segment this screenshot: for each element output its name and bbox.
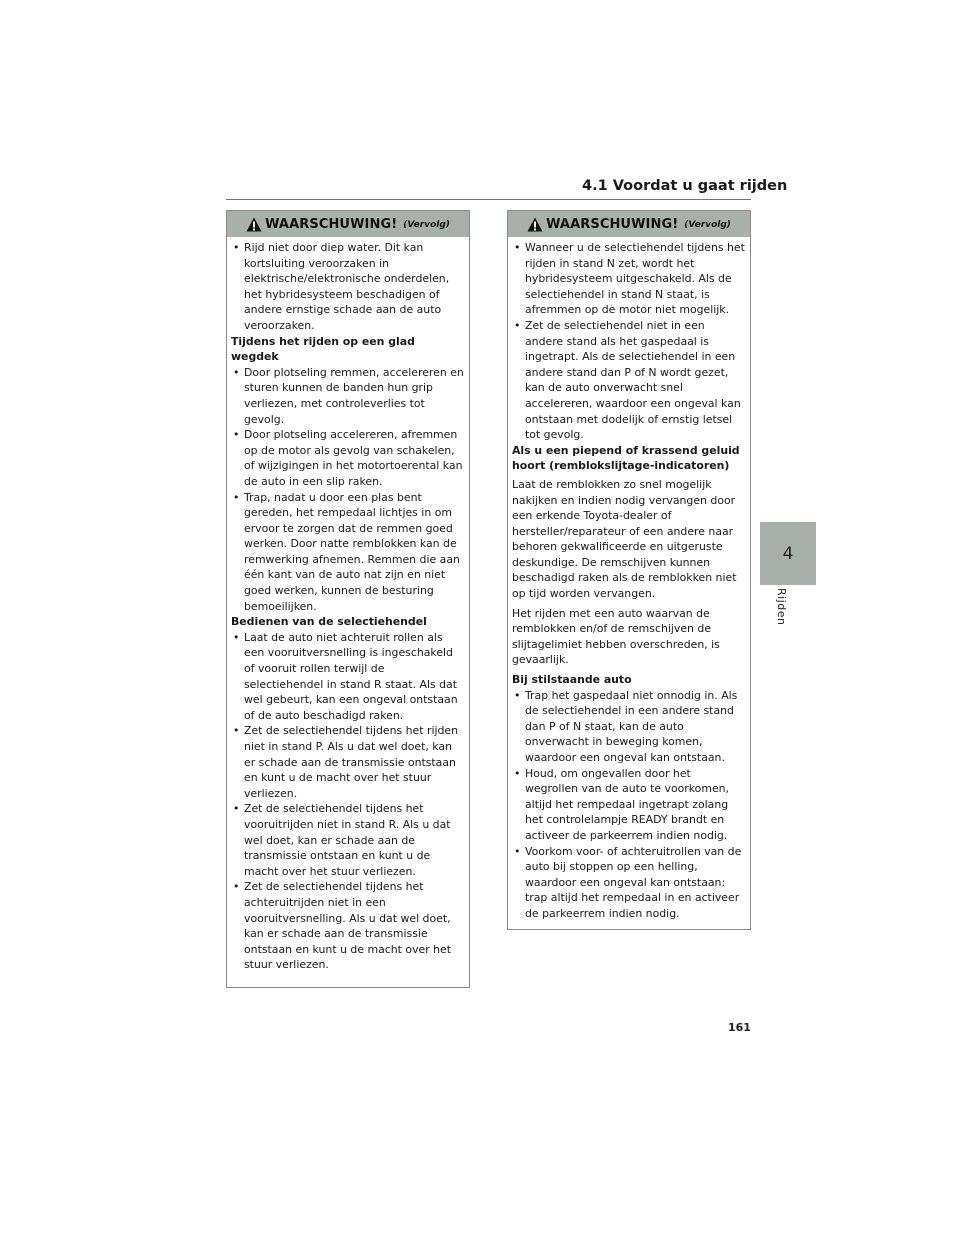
warning-triangle-icon: [527, 217, 543, 232]
warning-header: [508, 211, 750, 237]
bullet-list: [231, 630, 465, 973]
list-item: • Trap, nadat u door een plas bent gereden, het rempedaal lichtjes in om ervoor te zorgen dat de remmen goed werken. Door natte remblokken kan de remwerking afnemen. Remmen die aan één kant van de auto nat zijn en niet goed werken, kunnen de besturing bemoeilijken.: [231, 490, 465, 615]
list-item: • Houd, om ongevallen door het wegrollen van de auto te voorkomen, altijd het rempedaal ingetrapt zolang het controlelampje READY brandt en activeer de parkeerrem indien nodig.: [512, 766, 746, 844]
warning-body: [227, 237, 469, 973]
paragraph: Het rijden met een auto waarvan de remblokken en/of de remschijven de slijtagelimiet hebben overschreden, is gevaarlijk.: [512, 606, 720, 667]
warning-box-right: [507, 210, 751, 930]
list-item: • Zet de selectiehendel tijdens het achteruitrijden niet in een vooruitversnelling. Als u dat wel doet, kan er schade aan de transmissie ontstaan en kunt u de macht over het stuur verliezen.: [231, 879, 465, 973]
list-item: • Zet de selectiehendel tijdens het vooruitrijden niet in stand R. Als u dat wel doet, kan er schade aan de transmissie ontstaan en kunt u de macht over het stuur verliezen.: [231, 801, 465, 879]
list-item: • Rijd niet door diep water. Dit kan kortsluiting veroorzaken in elektrische/elektronische onderdelen, het hybridesysteem beschadigen of andere ernstige schade aan de auto veroorzaken.: [231, 240, 465, 334]
list-item: • Door plotseling remmen, accelereren en sturen kunnen de banden hun grip verliezen, met controleverlies tot gevolg.: [231, 365, 465, 427]
page-number: 161: [728, 1021, 751, 1034]
list-item: • Laat de auto niet achteruit rollen als een vooruitversnelling is ingeschakeld of vooruit rollen terwijl de selectiehendel in stand R staat. Als dat wel gebeurt, kan een ongeval ontstaan of de auto beschadigd raken.: [231, 630, 465, 724]
header-divider: [226, 199, 751, 200]
warning-triangle-icon: [246, 217, 262, 232]
bullet-list: [512, 688, 746, 922]
warning-header: [227, 211, 469, 237]
bullet-list: [512, 240, 746, 443]
warning-continued: (Vervolg): [684, 220, 731, 230]
warning-title: WAARSCHUWING!: [265, 216, 398, 232]
warning-title: WAARSCHUWING!: [546, 216, 679, 232]
subheading: Bedienen van de selectiehendel: [231, 615, 427, 629]
list-item: • Zet de selectiehendel tijdens het rijden niet in stand P. Als u dat wel doet, kan er schade aan de transmissie ontstaan en kunt u de macht over het stuur verliezen.: [231, 723, 465, 801]
warning-body: [508, 237, 750, 922]
chapter-tab: [760, 522, 816, 585]
list-item: • Voorkom voor- of achteruitrollen van de auto bij stoppen op een helling, waardoor een ongeval kan ontstaan: trap altijd het rempedaal in en activeer de parkeerrem indien nodig.: [512, 844, 746, 922]
bullet-list: [231, 240, 465, 334]
section-title: 4.1 Voordat u gaat rijden: [582, 178, 788, 194]
warning-continued: (Vervolg): [403, 220, 450, 230]
list-item: • Door plotseling accelereren, afremmen op de motor als gevolg van schakelen, of wijzigingen in het motortoerental kan de auto in een slip raken.: [231, 427, 465, 489]
subheading: Bij stilstaande auto: [512, 673, 632, 687]
subheading: Tijdens het rijden op een glad wegdek: [231, 334, 415, 364]
chapter-number: 4: [782, 543, 794, 564]
subheading: Als u een piepend of krassend geluid hoort (remblokslijtage-indicatoren): [512, 443, 740, 473]
list-item: • Zet de selectiehendel niet in een andere stand als het gaspedaal is ingetrapt. Als de selectiehendel in een andere stand dan P of N wordt gezet, kan de auto onverwacht snel accelereren, waardoor een ongeval kan ontstaan met dodelijk of ernstig letsel tot gevolg.: [512, 318, 746, 443]
paragraph: Laat de remblokken zo snel mogelijk nakijken en indien nodig vervangen door een erkende Toyota-dealer of hersteller/reparateur of een andere naar behoren gekwalificeerde en uitgeruste deskundige. De remschijven kunnen beschadigd raken als de remblokken niet op tijd worden vervangen.: [512, 477, 737, 601]
warning-box-left: [226, 210, 470, 988]
list-item: • Trap het gaspedaal niet onnodig in. Als de selectiehendel in een andere stand dan P of N staat, kan de auto onverwacht in beweging komen, waardoor een ongeval kan ontstaan.: [512, 688, 746, 766]
chapter-label: Rijden: [775, 588, 788, 626]
bullet-list: [231, 365, 465, 615]
list-item: • Wanneer u de selectiehendel tijdens het rijden in stand N zet, wordt het hybridesysteem uitgeschakeld. Als de selectiehendel in stand N staat, is afremmen op de motor niet mogelijk.: [512, 240, 746, 318]
